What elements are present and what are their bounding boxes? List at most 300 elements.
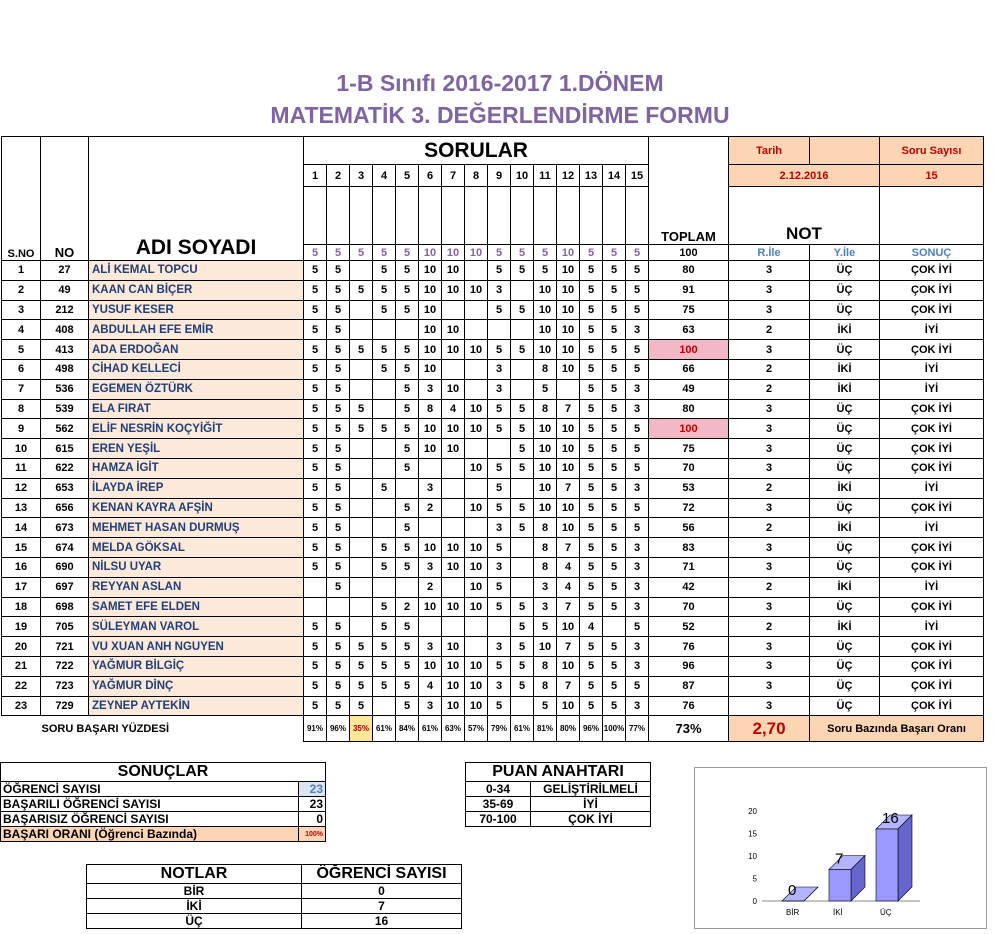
- yile-cell: ÜÇ: [810, 676, 880, 696]
- score-cell: 3: [626, 557, 649, 577]
- score-cell: 5: [534, 696, 557, 716]
- score-cell: 10: [465, 538, 488, 558]
- yile-cell: İKİ: [810, 518, 880, 538]
- score-cell: 3: [626, 399, 649, 419]
- sonuc-cell: ÇOK İYİ: [880, 676, 984, 696]
- yile-cell: ÜÇ: [810, 458, 880, 478]
- score-cell: [465, 617, 488, 637]
- score-cell: 5: [327, 577, 350, 597]
- student-name: YUSUF KESER: [89, 300, 304, 320]
- score-cell: 5: [580, 696, 603, 716]
- score-cell: [465, 478, 488, 498]
- score-cell: 5: [511, 656, 534, 676]
- blank-cell: [350, 187, 373, 245]
- score-cell: 5: [603, 280, 626, 300]
- score-cell: 10: [534, 458, 557, 478]
- score-cell: 10: [557, 498, 580, 518]
- no-cell: 722: [41, 656, 89, 676]
- score-cell: [396, 577, 419, 597]
- question-points: 5: [373, 245, 396, 261]
- score-cell: 10: [419, 320, 442, 340]
- score-cell: 5: [327, 320, 350, 340]
- blank-cell: [465, 187, 488, 245]
- score-cell: 5: [488, 478, 511, 498]
- score-cell: 2: [396, 597, 419, 617]
- score-cell: 5: [580, 340, 603, 360]
- rile-cell: 3: [729, 597, 810, 617]
- score-cell: [442, 359, 465, 379]
- student-name: SAMET EFE ELDEN: [89, 597, 304, 617]
- sonuc-cell: İYİ: [880, 379, 984, 399]
- score-cell: 10: [534, 340, 557, 360]
- score-cell: 5: [626, 280, 649, 300]
- student-name: YAĞMUR DİNÇ: [89, 676, 304, 696]
- score-cell: 5: [603, 439, 626, 459]
- sonuc-cell: ÇOK İYİ: [880, 439, 984, 459]
- tarih-spacer: [810, 137, 880, 165]
- score-cell: 3: [534, 597, 557, 617]
- score-cell: 8: [534, 399, 557, 419]
- score-cell: 5: [626, 498, 649, 518]
- score-cell: 10: [557, 518, 580, 538]
- no-cell: 729: [41, 696, 89, 716]
- score-cell: 5: [603, 676, 626, 696]
- score-cell: 3: [488, 280, 511, 300]
- score-cell: [511, 280, 534, 300]
- question-percent: 35%: [350, 716, 373, 742]
- sonuc-cell: ÇOK İYİ: [880, 419, 984, 439]
- sno-cell: 12: [2, 478, 41, 498]
- score-cell: [350, 617, 373, 637]
- score-cell: 5: [396, 300, 419, 320]
- question-percent: 79%: [488, 716, 511, 742]
- bar: [876, 829, 898, 901]
- score-cell: 5: [488, 399, 511, 419]
- question-percent: 61%: [511, 716, 534, 742]
- score-cell: 5: [626, 676, 649, 696]
- bar-value-label: 7: [835, 850, 844, 868]
- student-name: KAAN CAN BİÇER: [89, 280, 304, 300]
- score-cell: [465, 379, 488, 399]
- no-cell: 697: [41, 577, 89, 597]
- yile-header: Y.İle: [810, 245, 880, 261]
- score-cell: [465, 439, 488, 459]
- score-cell: 5: [626, 617, 649, 637]
- score-cell: 3: [419, 379, 442, 399]
- score-cell: 10: [442, 439, 465, 459]
- student-name: ZEYNEP AYTEKİN: [89, 696, 304, 716]
- table-row: [2, 696, 984, 716]
- student-name: VU XUAN ANH NGUYEN: [89, 637, 304, 657]
- no-cell: 49: [41, 280, 89, 300]
- score-cell: 5: [580, 280, 603, 300]
- student-name: CİHAD KELLECİ: [89, 359, 304, 379]
- score-cell: [465, 320, 488, 340]
- score-cell: [465, 261, 488, 281]
- rile-cell: 2: [729, 617, 810, 637]
- sonuc-cell: İYİ: [880, 617, 984, 637]
- score-cell: 5: [603, 637, 626, 657]
- score-cell: 5: [396, 261, 419, 281]
- grade-distribution-chart: [694, 767, 987, 929]
- score-cell: [350, 577, 373, 597]
- score-cell: 5: [626, 439, 649, 459]
- sno-cell: 8: [2, 399, 41, 419]
- score-cell: 5: [511, 419, 534, 439]
- sno-header: S.NO: [2, 137, 41, 261]
- score-cell: 10: [557, 300, 580, 320]
- score-cell: 10: [442, 419, 465, 439]
- score-cell: 3: [419, 696, 442, 716]
- sonuc-row: [1, 812, 326, 827]
- score-cell: [465, 359, 488, 379]
- score-cell: 8: [534, 538, 557, 558]
- score-cell: 5: [511, 340, 534, 360]
- score-cell: 5: [396, 439, 419, 459]
- sonuc-label: BAŞARISIZ ÖĞRENCİ SAYISI: [1, 812, 299, 827]
- table-row: [2, 557, 984, 577]
- score-cell: 5: [373, 478, 396, 498]
- sno-cell: 19: [2, 617, 41, 637]
- score-cell: 5: [626, 419, 649, 439]
- sonuc-cell: ÇOK İYİ: [880, 597, 984, 617]
- score-cell: 5: [304, 439, 327, 459]
- sonuc-value: 0: [299, 812, 326, 827]
- score-cell: 3: [419, 557, 442, 577]
- question-number: 10: [511, 165, 534, 187]
- blank-cell: [880, 187, 984, 245]
- score-cell: 5: [327, 518, 350, 538]
- score-cell: [350, 320, 373, 340]
- student-name: ALİ KEMAL TOPCU: [89, 261, 304, 281]
- score-cell: 5: [396, 359, 419, 379]
- score-cell: 10: [557, 419, 580, 439]
- score-cell: 5: [488, 340, 511, 360]
- score-cell: [511, 696, 534, 716]
- score-cell: 5: [396, 676, 419, 696]
- score-cell: [350, 379, 373, 399]
- score-cell: [511, 577, 534, 597]
- score-cell: [350, 261, 373, 281]
- rile-cell: 3: [729, 557, 810, 577]
- yile-cell: İKİ: [810, 577, 880, 597]
- sonuc-row: [1, 797, 326, 812]
- score-cell: 5: [304, 458, 327, 478]
- student-name: ADA ERDOĞAN: [89, 340, 304, 360]
- score-cell: 10: [557, 696, 580, 716]
- sno-cell: 15: [2, 538, 41, 558]
- no-cell: 721: [41, 637, 89, 657]
- no-cell: 536: [41, 379, 89, 399]
- puan-label: ÇOK İYİ: [531, 812, 651, 827]
- score-cell: 10: [557, 439, 580, 459]
- score-cell: [511, 557, 534, 577]
- score-cell: 10: [534, 280, 557, 300]
- table-row: [2, 478, 984, 498]
- total-cell: 100: [649, 419, 729, 439]
- score-cell: [350, 518, 373, 538]
- score-cell: 5: [580, 439, 603, 459]
- score-cell: 10: [557, 320, 580, 340]
- yile-cell: ÜÇ: [810, 597, 880, 617]
- sonuc-value: 23: [299, 797, 326, 812]
- score-cell: 10: [465, 280, 488, 300]
- notlar-table: [86, 864, 462, 929]
- toplam-header: TOPLAM: [649, 137, 729, 245]
- no-cell: 615: [41, 439, 89, 459]
- student-name: YAĞMUR BİLGİÇ: [89, 656, 304, 676]
- total-cell: 63: [649, 320, 729, 340]
- sno-cell: 10: [2, 439, 41, 459]
- blank-cell: [304, 187, 327, 245]
- table-row: [2, 577, 984, 597]
- no-cell: 723: [41, 676, 89, 696]
- table-row: [2, 676, 984, 696]
- score-cell: 5: [304, 676, 327, 696]
- total-cell: 42: [649, 577, 729, 597]
- rile-cell: 2: [729, 320, 810, 340]
- rile-cell: 2: [729, 379, 810, 399]
- footer-label: SORU BAŞARI YÜZDESİ: [2, 716, 304, 742]
- sno-cell: 1: [2, 261, 41, 281]
- no-cell: 413: [41, 340, 89, 360]
- y-tick-label: 20: [748, 807, 757, 816]
- grades-table: [1, 136, 984, 742]
- average-value: 2,70: [729, 716, 810, 742]
- score-cell: 5: [396, 637, 419, 657]
- sonuc-cell: İYİ: [880, 320, 984, 340]
- score-cell: 5: [488, 458, 511, 478]
- score-cell: 5: [511, 597, 534, 617]
- score-cell: 10: [442, 656, 465, 676]
- question-percent: 81%: [534, 716, 557, 742]
- score-cell: 5: [580, 498, 603, 518]
- score-cell: 5: [350, 656, 373, 676]
- puan-range: 35-69: [466, 797, 531, 812]
- score-cell: 10: [534, 498, 557, 518]
- bar-value-label: 0: [788, 882, 797, 899]
- total-cell: 76: [649, 696, 729, 716]
- notlar-value: 16: [302, 914, 462, 929]
- table-row: [2, 359, 984, 379]
- score-cell: 5: [603, 538, 626, 558]
- puan-label: GELİŞTİRİLMELİ: [531, 782, 651, 797]
- sno-cell: 16: [2, 557, 41, 577]
- score-cell: 5: [327, 379, 350, 399]
- score-cell: 10: [465, 696, 488, 716]
- score-cell: 5: [488, 597, 511, 617]
- score-cell: 5: [603, 478, 626, 498]
- score-cell: 8: [534, 359, 557, 379]
- yile-cell: ÜÇ: [810, 340, 880, 360]
- yile-cell: ÜÇ: [810, 261, 880, 281]
- score-cell: 10: [557, 656, 580, 676]
- yile-cell: ÜÇ: [810, 538, 880, 558]
- score-cell: [396, 478, 419, 498]
- yile-cell: ÜÇ: [810, 656, 880, 676]
- question-number: 12: [557, 165, 580, 187]
- rile-cell: 3: [729, 399, 810, 419]
- notlar-label: ÜÇ: [87, 914, 302, 929]
- sonuc-cell: ÇOK İYİ: [880, 557, 984, 577]
- yile-cell: ÜÇ: [810, 300, 880, 320]
- puan-range: 70-100: [466, 812, 531, 827]
- score-cell: 5: [511, 637, 534, 657]
- score-cell: 5: [603, 597, 626, 617]
- score-cell: 5: [626, 518, 649, 538]
- score-cell: [373, 518, 396, 538]
- score-cell: 5: [327, 458, 350, 478]
- total-cell: 80: [649, 399, 729, 419]
- score-cell: 7: [557, 597, 580, 617]
- score-cell: 10: [419, 656, 442, 676]
- score-cell: 5: [580, 637, 603, 657]
- page-subtitle: MATEMATİK 3. DEĞERLENDİRME FORMU: [270, 102, 730, 128]
- question-percent: 63%: [442, 716, 465, 742]
- score-cell: 5: [603, 458, 626, 478]
- puan-row: [466, 797, 651, 812]
- score-cell: [442, 478, 465, 498]
- score-cell: [511, 320, 534, 340]
- score-cell: [373, 577, 396, 597]
- score-cell: 7: [557, 637, 580, 657]
- score-cell: 10: [419, 280, 442, 300]
- table-row: [2, 300, 984, 320]
- yile-cell: ÜÇ: [810, 399, 880, 419]
- score-cell: 10: [465, 597, 488, 617]
- sno-cell: 17: [2, 577, 41, 597]
- rile-header: R.İle: [729, 245, 810, 261]
- score-cell: 10: [465, 498, 488, 518]
- tarih-label: Tarih: [729, 137, 810, 165]
- sonuc-label: BAŞARI ORANI (Öğrenci Bazında): [1, 827, 299, 842]
- score-cell: 5: [511, 300, 534, 320]
- score-cell: 5: [511, 458, 534, 478]
- score-cell: 4: [557, 577, 580, 597]
- score-cell: 5: [580, 557, 603, 577]
- table-row: [2, 320, 984, 340]
- puan-title: PUAN ANAHTARI: [466, 763, 651, 782]
- score-cell: 5: [373, 557, 396, 577]
- puan-range: 0-34: [466, 782, 531, 797]
- y-tick-label: 15: [748, 829, 757, 839]
- score-cell: 4: [442, 399, 465, 419]
- question-percent: 96%: [580, 716, 603, 742]
- sonuc-cell: ÇOK İYİ: [880, 637, 984, 657]
- score-cell: 10: [557, 617, 580, 637]
- no-cell: 705: [41, 617, 89, 637]
- question-points: 10: [465, 245, 488, 261]
- rile-cell: 3: [729, 498, 810, 518]
- score-cell: 5: [304, 261, 327, 281]
- sno-cell: 23: [2, 696, 41, 716]
- notlar-label: BİR: [87, 884, 302, 899]
- score-cell: 10: [442, 597, 465, 617]
- student-name: ELİF NESRİN KOÇYİĞİT: [89, 419, 304, 439]
- total-cell: 52: [649, 617, 729, 637]
- score-cell: 5: [534, 379, 557, 399]
- score-cell: [373, 458, 396, 478]
- score-cell: 5: [488, 696, 511, 716]
- score-cell: 10: [465, 458, 488, 478]
- score-cell: [373, 320, 396, 340]
- bar-value-label: 16: [882, 810, 899, 827]
- no-cell: 656: [41, 498, 89, 518]
- score-cell: 5: [304, 656, 327, 676]
- total-cell: 83: [649, 538, 729, 558]
- sonuc-cell: İYİ: [880, 518, 984, 538]
- score-cell: [511, 359, 534, 379]
- score-cell: 10: [465, 399, 488, 419]
- score-cell: 5: [327, 419, 350, 439]
- yile-cell: ÜÇ: [810, 280, 880, 300]
- score-cell: 10: [419, 300, 442, 320]
- student-name: HAMZA İGİT: [89, 458, 304, 478]
- question-percent: 57%: [465, 716, 488, 742]
- score-cell: 10: [442, 320, 465, 340]
- sonuc-value: 100%: [299, 827, 326, 842]
- score-cell: [442, 518, 465, 538]
- score-cell: 5: [396, 340, 419, 360]
- score-cell: 5: [511, 261, 534, 281]
- score-cell: 10: [419, 439, 442, 459]
- question-number: 4: [373, 165, 396, 187]
- score-cell: 5: [488, 498, 511, 518]
- score-cell: 5: [396, 399, 419, 419]
- table-row: [2, 458, 984, 478]
- score-cell: 5: [580, 458, 603, 478]
- no-cell: 653: [41, 478, 89, 498]
- score-cell: 5: [327, 340, 350, 360]
- question-points: 5: [488, 245, 511, 261]
- score-cell: 10: [419, 597, 442, 617]
- score-cell: 5: [304, 320, 327, 340]
- score-cell: 5: [327, 478, 350, 498]
- score-cell: 5: [304, 617, 327, 637]
- notlar-value: 0: [302, 884, 462, 899]
- student-name: EGEMEN ÖZTÜRK: [89, 379, 304, 399]
- sonuc-cell: İYİ: [880, 577, 984, 597]
- student-name: ABDULLAH EFE EMİR: [89, 320, 304, 340]
- score-cell: [442, 577, 465, 597]
- score-cell: 3: [626, 379, 649, 399]
- score-cell: 5: [626, 300, 649, 320]
- no-header: NO: [41, 137, 89, 261]
- score-cell: 5: [626, 458, 649, 478]
- puan-anahtari-table: [465, 762, 651, 827]
- score-cell: 5: [373, 538, 396, 558]
- score-cell: 5: [511, 518, 534, 538]
- score-cell: 10: [419, 359, 442, 379]
- score-cell: 5: [580, 261, 603, 281]
- sno-cell: 11: [2, 458, 41, 478]
- blank-cell: [603, 187, 626, 245]
- no-cell: 539: [41, 399, 89, 419]
- sno-cell: 5: [2, 340, 41, 360]
- blank-cell: [327, 187, 350, 245]
- score-cell: 2: [419, 577, 442, 597]
- rile-cell: 3: [729, 261, 810, 281]
- score-cell: 5: [396, 280, 419, 300]
- score-cell: 7: [557, 538, 580, 558]
- score-cell: 5: [626, 340, 649, 360]
- average-label: Soru Bazında Başarı Oranı: [810, 716, 984, 742]
- score-cell: 5: [304, 340, 327, 360]
- score-cell: 5: [350, 399, 373, 419]
- score-cell: [304, 577, 327, 597]
- sno-cell: 9: [2, 419, 41, 439]
- puan-row: [466, 812, 651, 827]
